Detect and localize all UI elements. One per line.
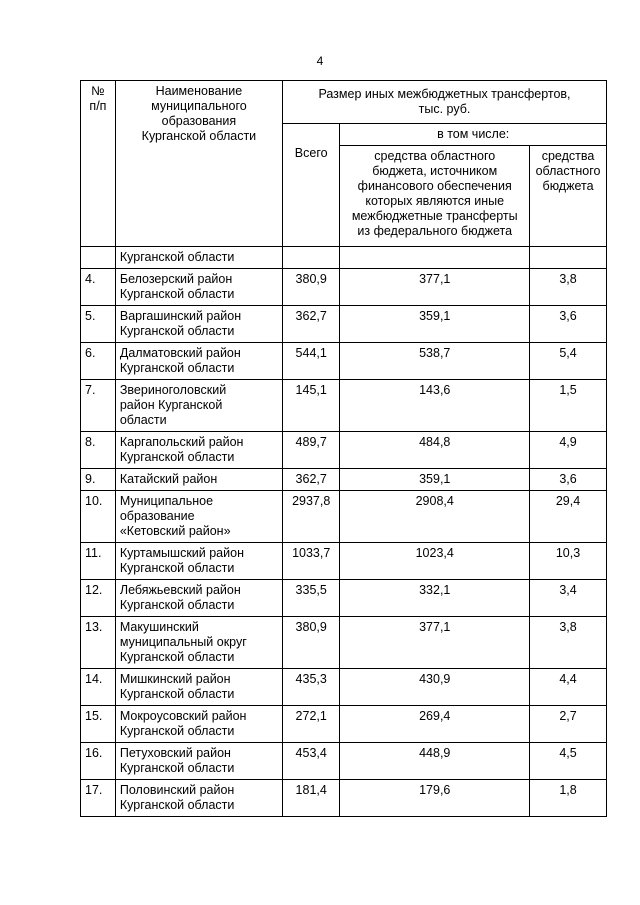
row-regional: 10,3 [530,543,607,580]
row-name: Белозерский район Курганской области [115,269,282,306]
row-regional: 5,4 [530,343,607,380]
table-row [81,743,607,780]
row-num: 12. [81,580,116,617]
table-row [81,343,607,380]
row-regional: 29,4 [530,491,607,543]
row-federal: 179,6 [340,780,530,817]
row-regional: 1,5 [530,380,607,432]
row-num: 9. [81,469,116,491]
row-regional: 3,6 [530,306,607,343]
row-name: Мишкинский район Курганской области [115,669,282,706]
row-num: 5. [81,306,116,343]
row-total: 453,4 [282,743,339,780]
table-row [81,617,607,669]
header-size: Размер иных межбюджетных трансфертов, тыс. руб. [282,81,606,124]
row-federal: 538,7 [340,343,530,380]
row-federal: 484,8 [340,432,530,469]
header-regional: средства областного бюджета [530,146,607,247]
row-regional: 3,4 [530,580,607,617]
row-total: 145,1 [282,380,339,432]
row-name: Куртамышский район Курганской области [115,543,282,580]
row-num: 8. [81,432,116,469]
row-name: Лебяжьевский район Курганской области [115,580,282,617]
row-num: 10. [81,491,116,543]
row-num: 7. [81,380,116,432]
table-row [81,269,607,306]
row-total: 380,9 [282,617,339,669]
row-num: 13. [81,617,116,669]
row-total: 272,1 [282,706,339,743]
row-federal: 269,4 [340,706,530,743]
row-num: 14. [81,669,116,706]
row-name: Муниципальное образование «Кетовский район» [115,491,282,543]
row-total: 544,1 [282,343,339,380]
header-name: Наименование муниципального образования Курганской области [115,81,282,247]
row-federal: 359,1 [340,306,530,343]
row-name: Петуховский район Курганской области [115,743,282,780]
row-federal [340,247,530,269]
row-name: Каргапольский район Курганской области [115,432,282,469]
table-header [81,81,607,247]
row-total: 489,7 [282,432,339,469]
row-federal: 448,9 [340,743,530,780]
row-federal: 332,1 [340,580,530,617]
table-row [81,780,607,817]
row-regional: 2,7 [530,706,607,743]
row-total: 1033,7 [282,543,339,580]
table-row [81,380,607,432]
row-regional: 4,4 [530,669,607,706]
row-name: Варгашинский район Курганской области [115,306,282,343]
transfers-table [80,80,607,817]
row-name: Половинский район Курганской области [115,780,282,817]
row-federal: 1023,4 [340,543,530,580]
row-num: 4. [81,269,116,306]
table-row [81,706,607,743]
row-regional: 3,8 [530,269,607,306]
row-num: 6. [81,343,116,380]
row-total: 335,5 [282,580,339,617]
row-regional: 1,8 [530,780,607,817]
row-federal: 430,9 [340,669,530,706]
row-total [282,247,339,269]
page-number: 4 [316,54,324,68]
row-total: 2937,8 [282,491,339,543]
row-regional: 4,9 [530,432,607,469]
row-name: Курганской области [115,247,282,269]
row-regional: 3,6 [530,469,607,491]
row-regional: 3,8 [530,617,607,669]
table-row [81,669,607,706]
table-row [81,580,607,617]
row-num: 11. [81,543,116,580]
row-federal: 377,1 [340,269,530,306]
header-including: в том числе: [340,124,607,146]
table-row [81,306,607,343]
row-num: 16. [81,743,116,780]
row-name: Мокроусовский район Курганской области [115,706,282,743]
table-row [81,469,607,491]
row-regional: 4,5 [530,743,607,780]
row-name: Звериноголовский район Курганской области [115,380,282,432]
row-total: 380,9 [282,269,339,306]
header-total: Всего [282,124,339,247]
table-body [81,247,607,817]
row-federal: 2908,4 [340,491,530,543]
row-num: 15. [81,706,116,743]
header-num: № п/п [81,81,116,247]
row-total: 435,3 [282,669,339,706]
table-row [81,491,607,543]
table-row [81,432,607,469]
row-total: 362,7 [282,469,339,491]
row-federal: 359,1 [340,469,530,491]
table-row [81,247,607,269]
row-num [81,247,116,269]
row-num: 17. [81,780,116,817]
row-name: Далматовский район Курганской области [115,343,282,380]
row-regional [530,247,607,269]
row-federal: 143,6 [340,380,530,432]
row-federal: 377,1 [340,617,530,669]
row-total: 181,4 [282,780,339,817]
row-name: Макушинский муниципальный округ Курганской области [115,617,282,669]
row-name: Катайский район [115,469,282,491]
table-row [81,543,607,580]
row-total: 362,7 [282,306,339,343]
header-federal: средства областного бюджета, источником финансового обеспечения которых являются иные межбюджетные трансферты из федерального бюджета [340,146,530,247]
